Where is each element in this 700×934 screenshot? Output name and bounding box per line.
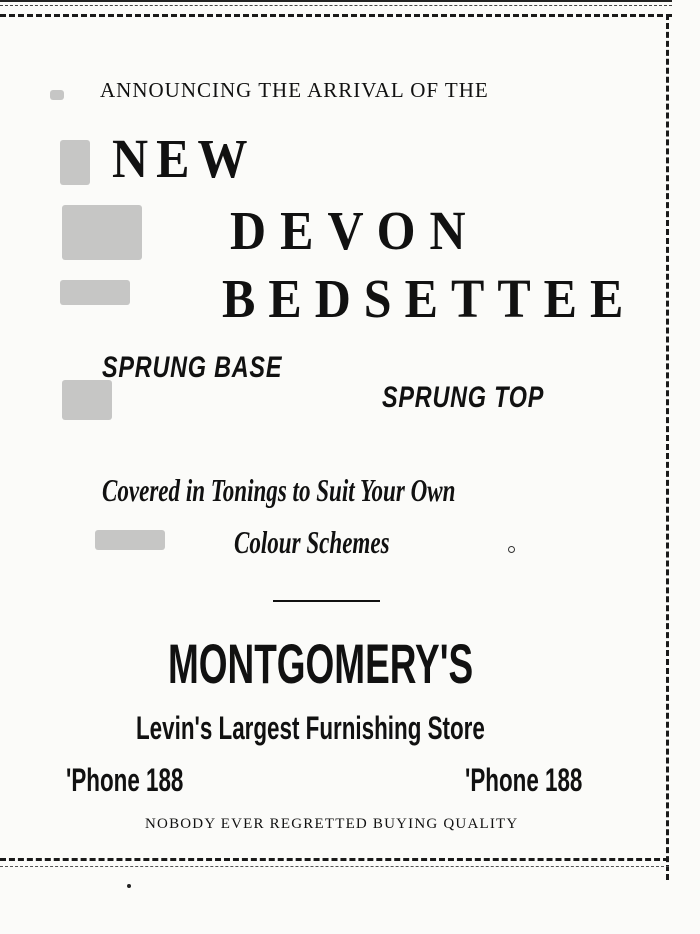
print-smudge xyxy=(60,280,130,305)
store-name: MONTGOMERY'S xyxy=(168,632,474,695)
print-smudge xyxy=(50,90,64,100)
product-title-new: NEW xyxy=(112,127,256,190)
right-dashed-border xyxy=(666,14,669,880)
print-smudge xyxy=(95,530,165,550)
top-dashed-border xyxy=(0,14,672,17)
divider-rule xyxy=(273,600,380,602)
store-tagline: Levin's Largest Furnishing Store xyxy=(136,710,485,746)
feature-sprung-top: SPRUNG TOP xyxy=(382,381,545,414)
print-dot xyxy=(127,884,131,888)
phone-number-right: 'Phone 188 xyxy=(465,762,583,798)
print-dot xyxy=(508,546,515,553)
print-smudge xyxy=(62,380,112,420)
bottom-dashed-border xyxy=(0,858,669,861)
print-smudge xyxy=(60,140,90,185)
slogan: NOBODY EVER REGRETTED BUYING QUALITY xyxy=(145,816,519,832)
feature-sprung-base: SPRUNG BASE xyxy=(102,351,283,384)
product-title-devon: DEVON xyxy=(230,199,480,262)
covering-description-line2: Colour Schemes xyxy=(234,524,390,560)
product-title-bedsettee: BEDSETTEE xyxy=(222,267,637,330)
print-smudge xyxy=(62,205,142,260)
top-border-rule xyxy=(0,0,672,6)
announcement-heading: ANNOUNCING THE ARRIVAL OF THE xyxy=(100,78,489,102)
covering-description-line1: Covered in Tonings to Suit Your Own xyxy=(102,472,456,508)
bottom-border-rule xyxy=(0,866,669,867)
phone-number-left: 'Phone 188 xyxy=(66,762,184,798)
